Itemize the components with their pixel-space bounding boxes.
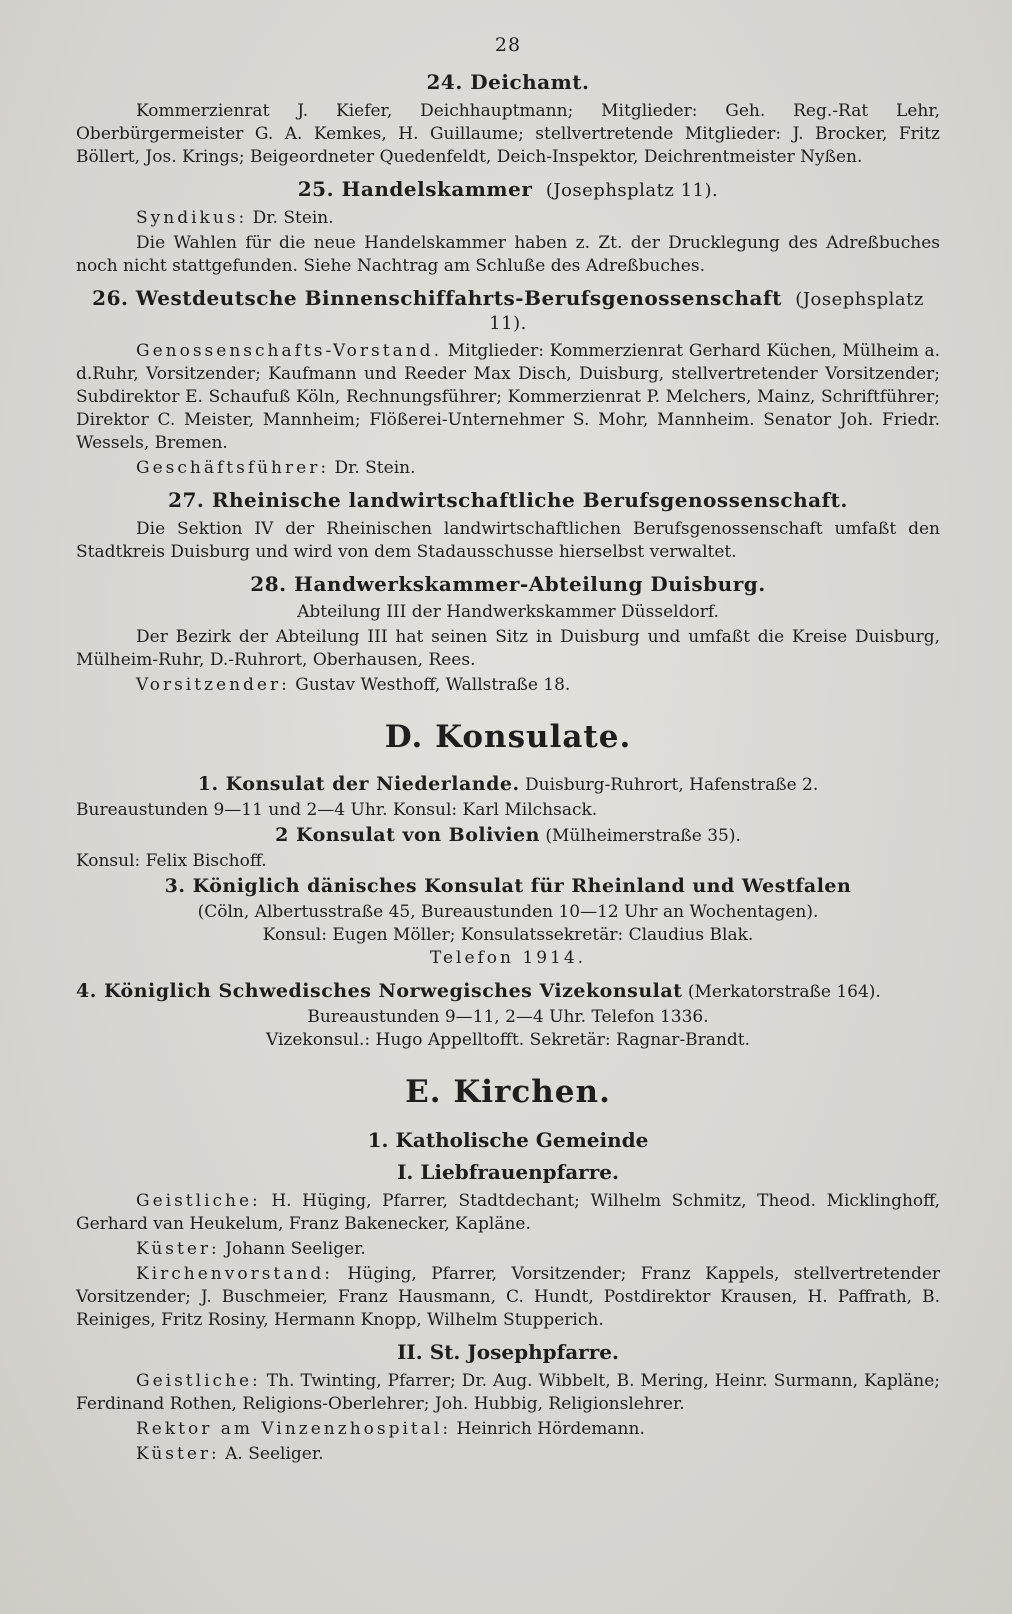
joseph-kuester-label: Küster: [136,1444,220,1464]
vorstand-text: Mitglieder: Kommerzienrat Gerhard Küchen, Mülheim a. d.Ruhr, Vorsitzender; Kaufmann und Reeder Max Disch, Duisburg, stellvertretender Vorsitzender; Subdirektor E. Schaufuß Köln, Rechnungsführer; Kommerzienrat P. Melchers, Mainz, Schriftführer; Direktor C. Meister, Mannheim; Flößerei-Unternehmer S. Mohr, Mannheim. Senator Joh. Friedr. Wessels, Bremen. [76,341,940,453]
liebfrauen-kv-label: Kirchenvorstand: [136,1264,333,1284]
section-kirchen: E. Kirchen. [405,1074,611,1110]
deichamt-text: Kommerzienrat J. Kiefer, Deichhauptmann; Mitglieder: Geh. Reg.-Rat Lehr, Oberbürgermeister G. A. Kemkes, H. Guillaume; stellvertretende Mitglieder: J. Brocker, Fritz Böllert, Jos. Krings; Beigeordneter Quedenfeldt, Deich-Inspektor, Deichrentmeister Nyßen. [76,101,940,167]
heading-handelskammer [76,177,940,201]
binnenschiffahrt-address: (Josephsplatz 11). [489,289,924,334]
gf-value: Dr. Stein. [334,458,416,478]
gf-label: Geschäftsführer: [136,458,330,478]
landwirtschaft-text: Die Sektion IV der Rheinischen landwirtschaftlichen Berufsgenossenschaft umfaßt den Stadtkreis Duisburg und wird von dem Stadausschusse hierselbst verwaltet. [76,519,940,562]
syndikus-value: Dr. Stein. [252,208,334,228]
handwerkskammer-vors [76,674,940,697]
handelskammer-syndikus [76,207,940,230]
consulate-3-address: (Cöln, Albertusstraße 45, Bureaustunden 10—12 Uhr an Wochentagen). [197,902,819,922]
liebfrauen-kv-value: Hüging, Pfarrer, Vorsitzender; Franz Kappels, stellvertretender Vorsitzender; J. Buschmeier, Franz Hausmann, C. Hundt, Postdirektor Krausen, H. Paffrath, B. Reiniges, Fritz Rosiny, Hermann Knopp, Wilhelm Stupperich. [76,1264,941,1330]
joseph-rektor [76,1418,940,1441]
consulate-2-title: 2 Konsulat von Bolivien [275,824,540,846]
heading-handwerkskammer: 28. Handwerkskammer-Abteilung Duisburg. [250,572,766,596]
syndikus-label: Syndikus: [136,208,248,228]
josephpfarre-heading: II. St. Josephpfarre. [397,1340,619,1364]
consulate-3-telefon: Telefon 1914. [429,948,587,968]
katholische-gemeinde-heading: 1. Katholische Gemeinde [367,1128,649,1152]
page-number: 28 [494,34,522,56]
joseph-geistliche-label: Geistliche: [136,1371,261,1391]
binnenschiffahrt-vorstand [76,340,940,455]
handwerkskammer-text: Der Bezirk der Abteilung III hat seinen Sitz in Duisburg und umfaßt die Kreise Duisburg, Mülheim-Ruhr, D.-Ruhrort, Oberhausen, Rees. [76,627,940,670]
joseph-kuester-value: A. Seeliger. [225,1444,324,1464]
joseph-rektor-label: Rektor am Vinzenzhospital: [136,1419,452,1439]
consulate-2-konsul: Konsul: Felix Bischoff. [76,851,267,871]
consulate-3-konsul: Konsul: Eugen Möller; Konsulatssekretär: Claudius Blak. [262,925,754,945]
consulate-1-title: 1. Konsulat der Niederlande. [197,773,520,795]
joseph-geistliche [76,1370,940,1416]
consulate-4-hours: Bureaustunden 9—11, 2—4 Uhr. Telefon 1336. [307,1007,709,1027]
consulate-3 [76,875,940,899]
binnenschiffahrt-title: 26. Westdeutsche Binnenschiffahrts-Berufsgenossenschaft [92,286,782,310]
liebfrauen-geistliche-label: Geistliche: [136,1191,261,1211]
vors-value: Gustav Westhoff, Wallstraße 18. [295,675,571,695]
liebfrauen-geistliche [76,1190,940,1236]
liebfrauen-geistliche-value: H. Hüging, Pfarrer, Stadtdechant; Wilhelm Schmitz, Theod. Micklinghoff, Gerhard van Heukelum, Franz Bakenecker, Kapläne. [76,1191,941,1234]
handwerkskammer-sub: Abteilung III der Handwerkskammer Düsseldorf. [297,602,719,622]
consulate-4-address: (Merkatorstraße 164). [687,982,881,1002]
consulate-1 [76,773,940,797]
heading-deichamt: 24. Deichamt. [426,70,590,94]
heading-binnenschiffahrt [76,286,940,334]
consulate-4 [76,980,940,1004]
handelskammer-text: Die Wahlen für die neue Handelskammer haben z. Zt. der Drucklegung des Adreßbuches noch nicht stattgefunden. Siehe Nachtrag am Schluße des Adreßbuches. [76,233,940,276]
vors-label: Vorsitzender: [136,675,290,695]
joseph-rektor-value: Heinrich Hördemann. [456,1419,645,1439]
consulate-2-address: (Mülheimerstraße 35). [545,826,741,846]
consulate-4-staff: Vizekonsul.: Hugo Appelltofft. Sekretär: Ragnar-Brandt. [265,1030,751,1050]
joseph-kuester [76,1443,940,1466]
consulate-1-address: Duisburg-Ruhrort, Hafenstraße 2. [524,775,819,795]
handelskammer-title: 25. Handelskammer [297,177,533,201]
consulate-2 [76,824,940,848]
consulate-1-hours: Bureaustunden 9—11 und 2—4 Uhr. Konsul: Karl Milchsack. [76,800,598,820]
binnenschiffahrt-gf [76,457,940,480]
liebfrauen-kirchenvorstand [76,1263,940,1332]
joseph-geistliche-value: Th. Twinting, Pfarrer; Dr. Aug. Wibbelt, B. Mering, Heinr. Surmann, Kapläne; Ferdinand Rothen, Religions-Oberlehrer; Joh. Hubbig, Religionslehrer. [76,1371,941,1414]
handelskammer-address: (Josephsplatz 11). [545,180,719,201]
consulate-4-title: 4. Königlich Schwedisches Norwegisches Vizekonsulat [76,980,683,1002]
liebfrauenpfarre-heading: I. Liebfrauenpfarre. [397,1160,619,1184]
liebfrauen-kuester-label: Küster: [136,1239,220,1259]
liebfrauen-kuester-value: Johann Seeliger. [225,1239,366,1259]
heading-landwirtschaft: 27. Rheinische landwirtschaftliche Berufsgenossenschaft. [168,488,848,512]
liebfrauen-kuester [76,1238,940,1261]
section-konsulate: D. Konsulate. [384,719,632,755]
consulate-3-title: 3. Königlich dänisches Konsulat für Rheinland und Westfalen [164,875,852,897]
vorstand-label: Genossenschafts-Vorstand. [136,341,442,361]
